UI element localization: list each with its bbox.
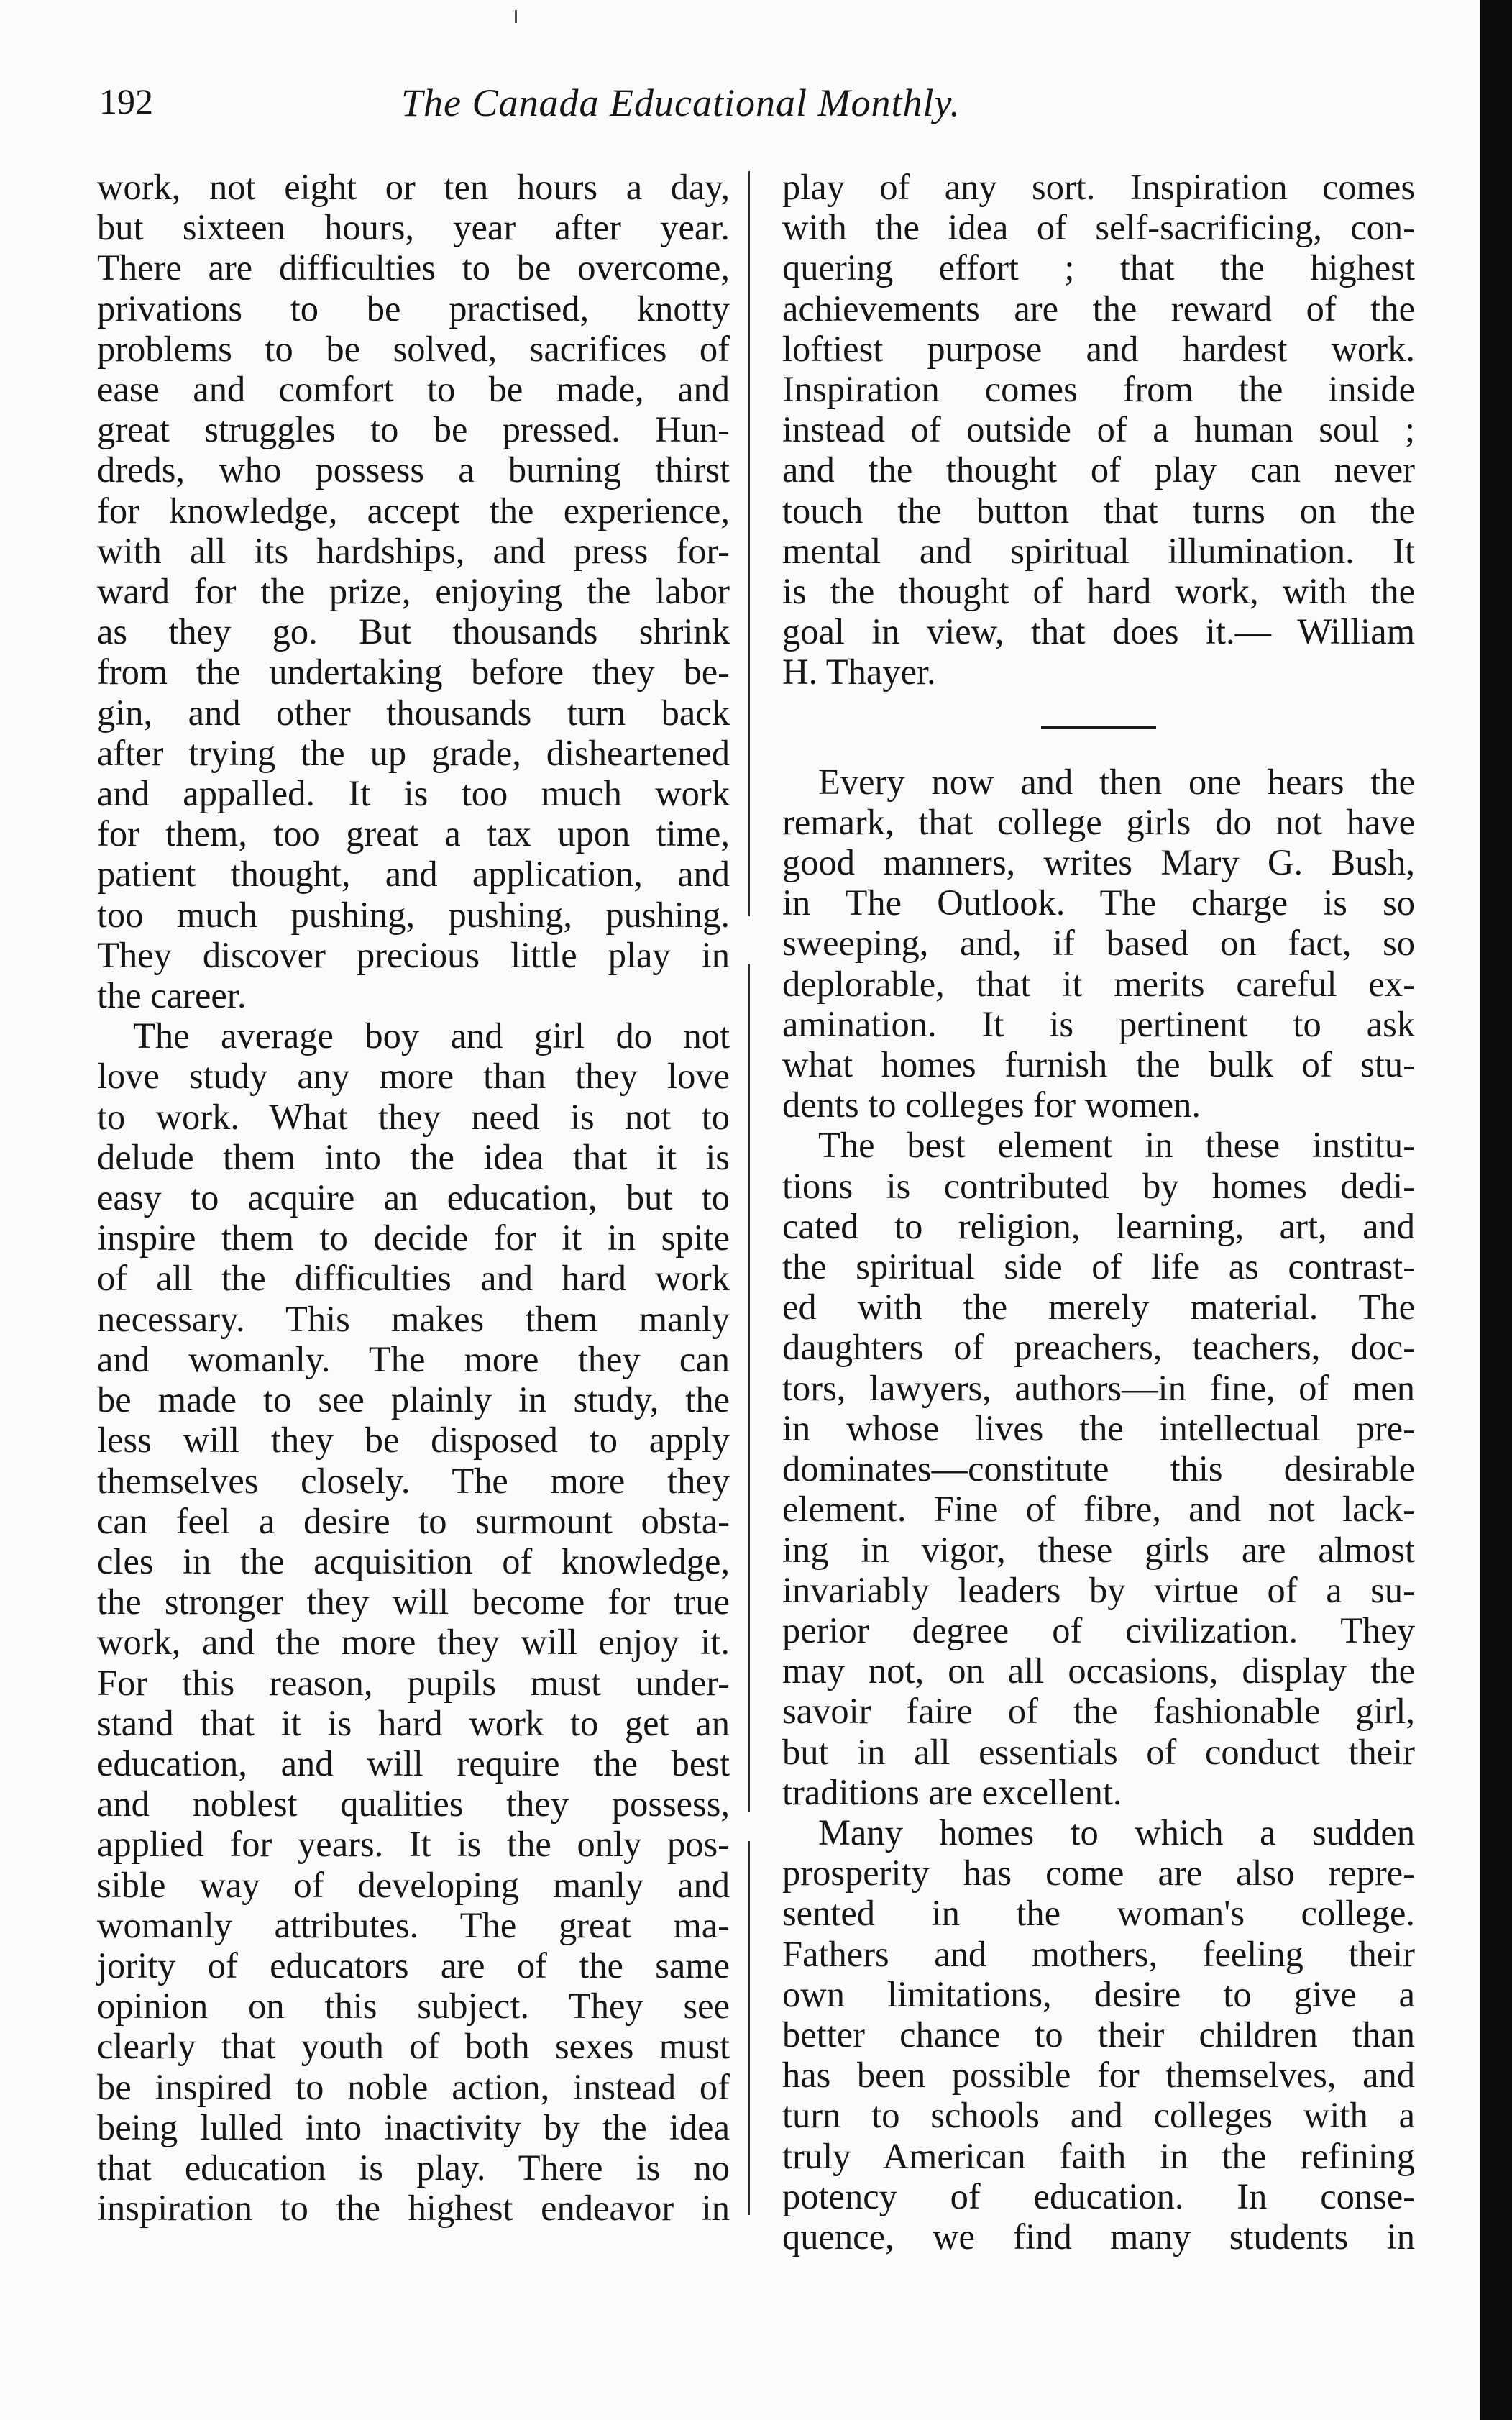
- text-line: in whose lives the intellectual pre-: [782, 1407, 1415, 1448]
- text-line: privations to be practised, knotty: [97, 288, 730, 329]
- text-line: and appalled. It is too much work: [97, 773, 730, 814]
- text-line: with all its hardships, and press for-: [97, 530, 730, 571]
- text-line: inspire them to decide for it in spite: [97, 1218, 730, 1259]
- text-line: tions is contributed by homes dedi-: [782, 1165, 1415, 1206]
- text-line: be inspired to noble action, instead of: [97, 2066, 730, 2107]
- text-line: clearly that youth of both sexes must: [97, 2026, 730, 2067]
- text-line: sweeping, and, if based on fact, so: [782, 923, 1415, 964]
- text-line: be made to see plainly in study, the: [97, 1379, 730, 1420]
- text-line: There are difficulties to be overcome,: [97, 247, 730, 288]
- text-line: jority of educators are of the same: [97, 1945, 730, 1986]
- text-line: quering effort ; that the highest: [782, 247, 1415, 288]
- text-line: the career.: [97, 975, 247, 1016]
- text-line: better chance to their children than: [782, 2014, 1415, 2055]
- text-line: own limitations, desire to give a: [782, 1973, 1415, 2014]
- text-line: good manners, writes Mary G. Bush,: [782, 842, 1415, 883]
- text-line: cles in the acquisition of knowledge,: [97, 1540, 730, 1581]
- text-line: H. Thayer.: [782, 652, 936, 693]
- text-line: achievements are the reward of the: [782, 288, 1415, 329]
- text-line: inspiration to the highest endeavor in: [97, 2188, 730, 2229]
- text-line: and noblest qualities they possess,: [97, 1784, 730, 1825]
- text-line: and womanly. The more they can: [97, 1338, 730, 1379]
- article-thayer: [782, 167, 1415, 693]
- text-line: Fathers and mothers, feeling their: [782, 1933, 1415, 1974]
- text-line: that education is play. There is no: [97, 2147, 730, 2188]
- column-divider: [748, 964, 750, 1812]
- text-line: but in all essentials of conduct their: [782, 1731, 1415, 1772]
- text-line: as they go. But thousands shrink: [97, 611, 730, 652]
- text-line: work, and the more they will enjoy it.: [97, 1622, 730, 1663]
- text-line: prosperity has come are also repre-: [782, 1853, 1415, 1894]
- text-line: being lulled into inactivity by the idea: [97, 2106, 730, 2147]
- text-line: with the idea of self-sacrificing, con-: [782, 207, 1415, 248]
- text-line: touch the button that turns on the: [782, 490, 1415, 531]
- text-line: but sixteen hours, year after year.: [97, 207, 730, 248]
- column-divider: [748, 1841, 750, 2215]
- text-line: ed with the merely material. The: [782, 1287, 1415, 1328]
- text-line: tors, lawyers, authors—in fine, of men: [782, 1367, 1415, 1408]
- text-line: potency of education. In conse-: [782, 2175, 1415, 2216]
- page-number: 192: [99, 81, 153, 122]
- text-line: Every now and then one hears the: [818, 761, 1415, 802]
- text-line: has been possible for themselves, and: [782, 2055, 1415, 2096]
- left-column: [97, 167, 730, 2228]
- running-title: The Canada Educational Monthly.: [401, 81, 961, 124]
- text-line: mental and spiritual illumination. It: [782, 530, 1415, 571]
- text-line: to work. What they need is not to: [97, 1096, 730, 1137]
- text-line: from the undertaking before they be-: [97, 652, 730, 693]
- text-line: Many homes to which a sudden: [818, 1812, 1415, 1853]
- text-line: is the thought of hard work, with the: [782, 571, 1415, 612]
- text-line: themselves closely. The more they: [97, 1460, 730, 1501]
- article-bush: [782, 762, 1415, 2257]
- text-line: the spiritual side of life as contrast-: [782, 1246, 1415, 1287]
- text-line: for them, too great a tax upon time,: [97, 813, 730, 854]
- scan-edge-bar: [1480, 0, 1512, 2420]
- right-column: [782, 167, 1415, 2257]
- text-line: can feel a desire to surmount obsta-: [97, 1500, 730, 1541]
- text-line: quence, we find many students in: [782, 2216, 1415, 2257]
- text-line: patient thought, and application, and: [97, 854, 730, 895]
- text-line: truly American faith in the refining: [782, 2135, 1415, 2176]
- text-line: savoir faire of the fashionable girl,: [782, 1691, 1415, 1732]
- text-line: ease and comfort to be made, and: [97, 369, 730, 410]
- text-line: womanly attributes. The great ma-: [97, 1904, 730, 1945]
- text-line: and the thought of play can never: [782, 449, 1415, 490]
- text-line: Inspiration comes from the inside: [782, 369, 1415, 410]
- text-line: They discover precious little play in: [97, 934, 730, 975]
- text-line: opinion on this subject. They see: [97, 1986, 730, 2027]
- text-line: too much pushing, pushing, pushing.: [97, 894, 730, 935]
- column-divider: [748, 171, 750, 916]
- text-line: For this reason, pupils must under-: [97, 1662, 730, 1703]
- text-line: sented in the woman's college.: [782, 1893, 1415, 1934]
- text-line: work, not eight or ten hours a day,: [97, 167, 730, 207]
- page-header: [99, 81, 1393, 145]
- text-line: cated to religion, learning, art, and: [782, 1205, 1415, 1246]
- text-line: dreds, who possess a burning thirst: [97, 449, 730, 490]
- text-line: play of any sort. Inspiration comes: [782, 167, 1415, 207]
- text-line: deplorable, that it merits careful ex-: [782, 963, 1415, 1004]
- text-line: instead of outside of a human soul ;: [782, 409, 1415, 450]
- text-line: delude them into the idea that it is: [97, 1136, 730, 1177]
- text-line: education, and will require the best: [97, 1743, 730, 1784]
- text-line: of all the difficulties and hard work: [97, 1258, 730, 1299]
- text-line: turn to schools and colleges with a: [782, 2095, 1415, 2136]
- text-line: traditions are excellent.: [782, 1771, 1122, 1812]
- text-line: remark, that college girls do not have: [782, 801, 1415, 842]
- text-line: amination. It is pertinent to ask: [782, 1003, 1415, 1044]
- text-line: problems to be solved, sacrifices of: [97, 328, 730, 369]
- section-rule: [1041, 726, 1156, 729]
- text-line: less will they be disposed to apply: [97, 1420, 730, 1461]
- text-line: dominates—constitute this desirable: [782, 1448, 1415, 1489]
- text-line: goal in view, that does it.— William: [782, 611, 1415, 652]
- text-line: ing in vigor, these girls are almost: [782, 1529, 1415, 1570]
- text-line: sible way of developing manly and: [97, 1864, 730, 1905]
- text-line: in The Outlook. The charge is so: [782, 882, 1415, 923]
- text-line: great struggles to be pressed. Hun-: [97, 409, 730, 450]
- text-line: stand that it is hard work to get an: [97, 1702, 730, 1743]
- text-line: may not, on all occasions, display the: [782, 1650, 1415, 1691]
- text-line: after trying the up grade, disheartened: [97, 732, 730, 773]
- text-line: The best element in these institu-: [818, 1125, 1415, 1166]
- text-line: love study any more than they love: [97, 1056, 730, 1097]
- text-line: for knowledge, accept the experience,: [97, 490, 730, 531]
- text-line: daughters of preachers, teachers, doc-: [782, 1327, 1415, 1368]
- text-line: invariably leaders by virtue of a su-: [782, 1569, 1415, 1610]
- text-line: ward for the prize, enjoying the labor: [97, 571, 730, 612]
- text-line: the stronger they will become for true: [97, 1581, 730, 1622]
- text-line: The average boy and girl do not: [133, 1015, 730, 1056]
- text-line: perior degree of civilization. They: [782, 1609, 1415, 1650]
- text-line: element. Fine of fibre, and not lack-: [782, 1489, 1415, 1530]
- text-line: applied for years. It is the only pos-: [97, 1824, 730, 1865]
- text-line: loftiest purpose and hardest work.: [782, 328, 1415, 369]
- text-line: necessary. This makes them manly: [97, 1298, 730, 1339]
- text-line: dents to colleges for women.: [782, 1085, 1201, 1125]
- text-line: what homes furnish the bulk of stu-: [782, 1044, 1415, 1085]
- text-line: gin, and other thousands turn back: [97, 692, 730, 733]
- text-line: easy to acquire an education, but to: [97, 1177, 730, 1218]
- print-speck: [515, 10, 517, 23]
